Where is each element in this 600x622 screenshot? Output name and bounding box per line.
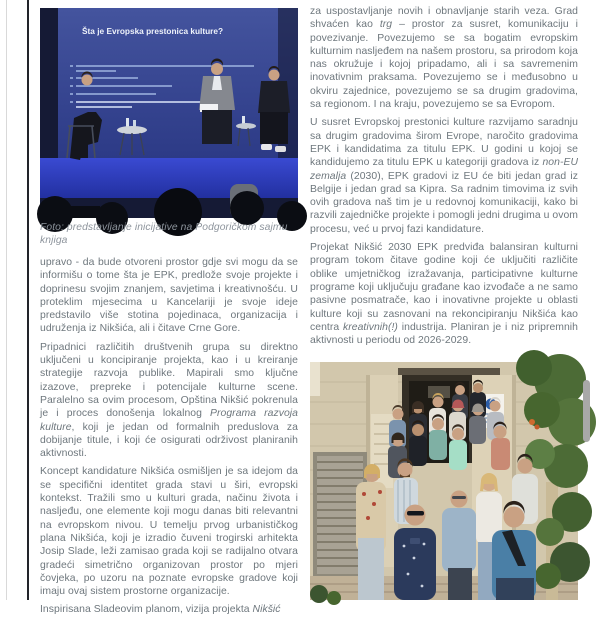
slide-title: Šta je Evropska prestonica kulture? [82,26,224,36]
person [356,464,386,600]
photo-caption: Foto: predstavljanje inicijative na Podgoričkom sajmu knjiga [40,222,288,246]
paragraph: za uspostavljanje novih i obnavljanje starih veza. Grad shvaćen kao trg – prostor za susret, komunikaciju i povezivanje. Povezujemo se sa bogatim evropskim kulturnim nasljeđem na našem prostoru, sa prirodom koja nas okružuje i kojoj pripadamo, ali i sa savremenim inovativnim praksama. Povezujemo se i međusobno u okviru zajednice, povezujemo se sa drugim gradovima, sa regionom. I na kraju, povezujemo se sa Evropom. [310,6,578,111]
glasses [452,496,466,499]
sunglasses [407,511,424,516]
paragraph: Projekat Nikšić 2030 EPK predviđa balansiran kulturni program tokom čitave godine koji će uključiti različite oblike umjetničkog izražavanja, participativne kulturne programe koji uključuju građane kao izvođače a ne samo pasivne posmatrače, kao i inovativne projekte u oblasti kulture koji su zasnovani na rekoncipiranju Nikšića kao centra kreativnih(!) industrija. Planiran je i niz pripremnih aktivnosti u periodu od 2026-2029. [310,242,578,347]
orange-flower [529,419,535,425]
page-edge-line-light [6,0,7,600]
wall-highlight [310,362,320,396]
page-edge-line-dark [27,0,29,600]
panel-discussion-photo [40,8,298,218]
white-sneaker [261,144,272,150]
right-column-text [310,5,578,352]
scrollbar-thumb[interactable] [583,380,590,442]
group-photo-wrap [310,362,578,600]
paragraph: U susret Evropskoj prestonici kulture razvijamo saradnju sa drugim gradovima širom Evrope, naročito gradovima EPK i kandidatima za titulu EPK. U godini u kojoj se kandidujemo za titulu EPK u kategoriji gradova iz non-EU zemalja (2030), EPK gradovi iz EU će biti jedan grad iz Belgije i jedan grad sa Kipra. Sa radnim timovima iz svih ovih gradova naš tim je u redovnoj komunikaciji, kako bi razvili zajedničke projekte i pomogli jedni drugima u ovom procesu, već u prvoj fazi kandidature. [310,117,578,235]
left-column-text [40,256,298,617]
door-lintel [398,368,500,375]
white-sneaker [275,146,286,152]
paragraph: Koncept kandidature Nikšića osmišljen je sa idejom da se specifični identitet grada stavi u širi, evropski kontekst. Tražili smo u kulturi grada, načinu života i nasljeđu, one elemente koji mogu danas biti relevantni na evropskom nivou. U temelju prvog urbanističkog plana Nikšića, koji je izradio čuveni trogirski arhitekta Josip Slade, leži zamisao grada koji se radijalno otvara gradeći simetrično organizovan prostor po mjeri čovjeka, po uzoru na poznate evropske gradove koji imaju ovaj sistem prostorne organizacije. [40,466,298,598]
orange-flower [535,425,540,430]
paragraph: Inspirisana Sladeovim planom, vizija projekta Nikšić [40,604,281,616]
door-sign [428,386,450,398]
group-photo [310,362,578,600]
paragraph: upravo - da bude otvoreni prostor gdje svi mogu da se informišu o tome šta je EPK, predlože svoje projekte i doprinesu svojim znanjem, savjetima i kreativnošću. U proteklim mjesecima u Kancelariji je svoje ideje predstavilo više stotina pojedinaca, organizacija i udruženja iz Nikšića, ali i čitave Crne Gore. [40,257,298,335]
left-column [40,8,298,622]
paragraph: Pripadnici različitih društvenih grupa su direktno uključeni u koncipiranje projekta, kao i u kreiranje strategije razvoja publike. Mapirali smo ključne izazove, prepreke i potencijale kulturne scene. Paralelno sa ovim procesom, Opština Nikšić pokrenula je i proces donošenja lokalnog Programa razvoja kulture, koji je jedan od formalnih preduslova za dobijanje titule, i koji će osigurati održivost planiranih aktivnosti. [40,341,298,460]
chest-pocket [410,538,420,544]
